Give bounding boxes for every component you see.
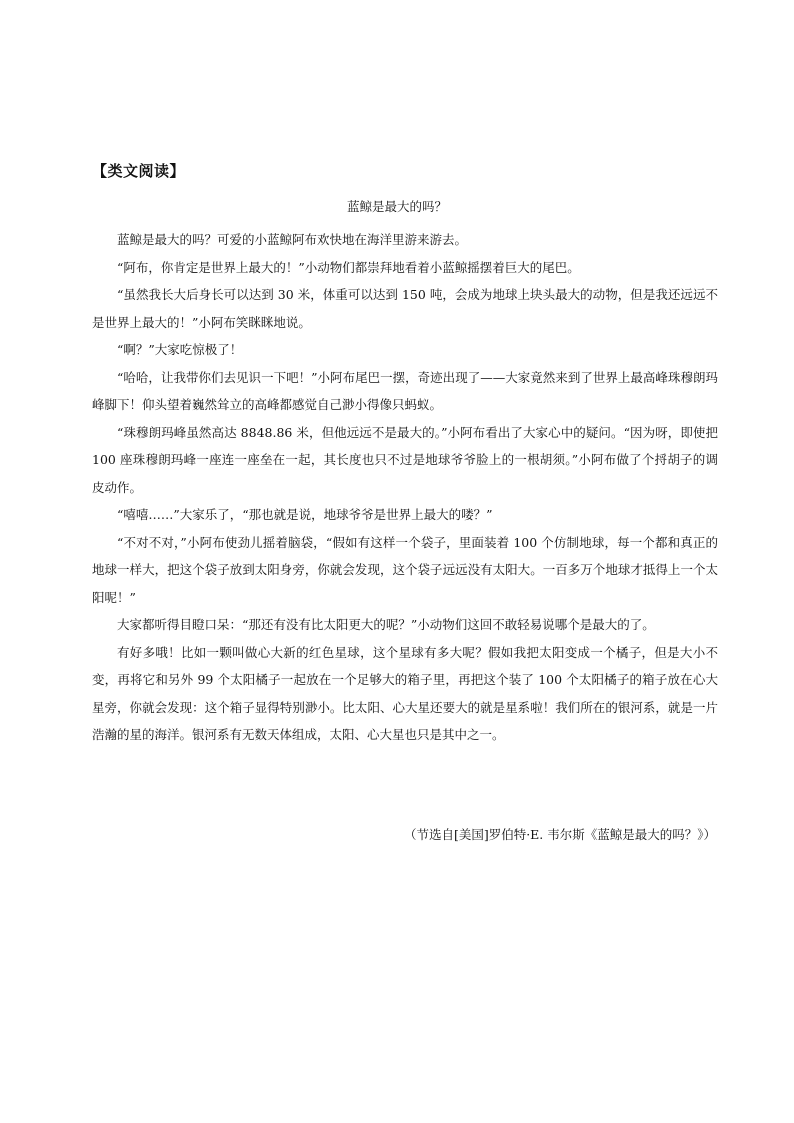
section-heading: 【类文阅读】 [92,162,186,180]
paragraph: “不对不对，”小阿布使劲儿摇着脑袋，“假如有这样一个袋子，里面装着 100 个仿制地球，每一个都和真正的地球一样大，把这个袋子放到太阳身旁，你就会发现，这个袋子远远没有太阳大。一百多万个地球才抵得上一个太阳呢！” [92,534,718,605]
paragraph: 大家都听得目瞪口呆：“那还有没有比太阳更大的呢？”小动物们这回不敢轻易说哪个是最大的了。 [117,617,655,632]
paragraph: 蓝鲸是最大的吗？可爱的小蓝鲸阿布欢快地在海洋里游来游去。 [117,232,468,247]
paragraph: 有好多哦！比如一颗叫做心大新的红色星球，这个星球有多大呢？假如我把太阳变成一个橘子，但是大小不变，再将它和另外 99 个太阳橘子一起放在一个足够大的箱子里，再把这个装了 100 个太阳橘子的箱子放在心大星旁，你就会发现：这个箱子显得特别渺小。比太阳、心大星还要大的就是星系啦！我们所在的银河系，就是一片浩瀚的星的海洋。银河系有无数天体组成，太阳、心大星也只是其中之一。 [92,644,718,742]
paragraph: “啊？”大家吃惊极了！ [117,342,243,357]
source-citation: （节选自[美国]罗伯特·E. 韦尔斯《蓝鲸是最大的吗？》） [403,827,716,842]
paragraph: “阿布，你肯定是世界上最大的！”小动物们都崇拜地看着小蓝鲸摇摆着巨大的尾巴。 [117,259,580,275]
paragraph: “虽然我长大后身长可以达到 30 米，体重可以达到 150 吨，会成为地球上块头最大的动物，但是我还远远不是世界上最大的！”小阿布笑眯眯地说。 [92,287,718,330]
article-title: 蓝鲸是最大的吗？ [346,199,447,214]
article-body [92,226,718,749]
paragraph: “嘻嘻……”大家乐了，“那也就是说，地球爷爷是世界上最大的喽？” [117,507,493,522]
paragraph: “珠穆朗玛峰虽然高达 8848.86 米，但他远远不是最大的。”小阿布看出了大家心中的疑问。“因为呀，即使把 100 座珠穆朗玛峰一座连一座垒在一起，其长度也只不过是地球爷爷脸上的一根胡须。”小阿布做了个捋胡子的调皮动作。 [92,424,718,495]
paragraph: “哈哈，让我带你们去见识一下吧！”小阿布尾巴一摆，奇迹出现了——大家竟然来到了世界上最高峰珠穆朗玛峰脚下！仰头望着巍然耸立的高峰都感觉自己渺小得像只蚂蚁。 [92,369,718,412]
